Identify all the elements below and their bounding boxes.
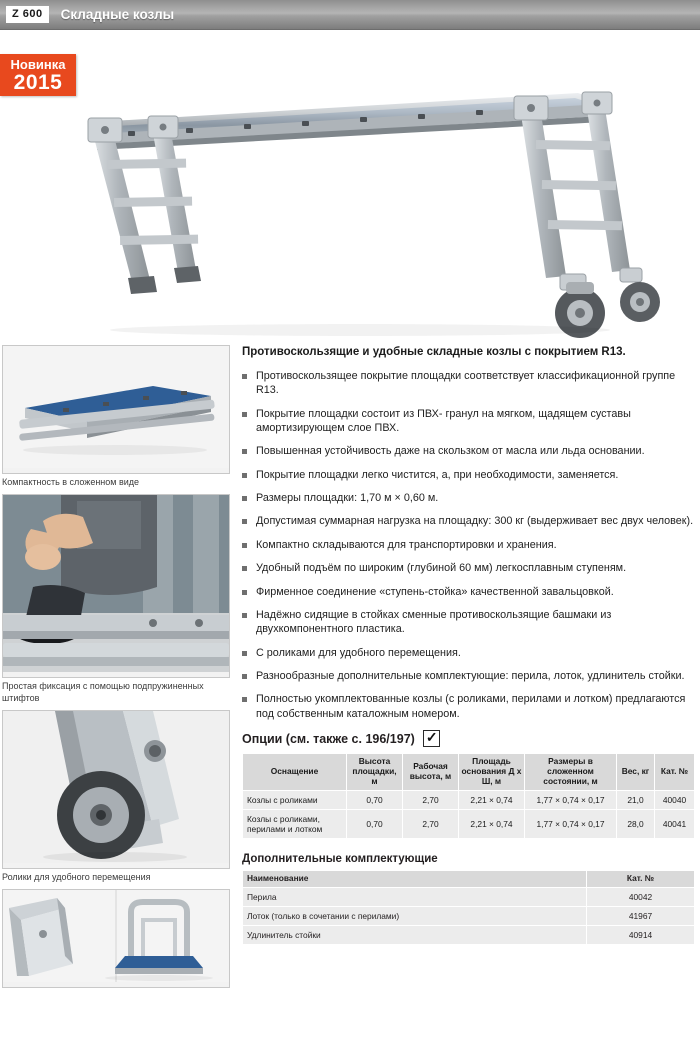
photo-caster-frame <box>2 710 230 869</box>
cell-accessory-name: Лоток (только в сочетании с перилами) <box>243 906 587 925</box>
table-row <box>243 790 695 809</box>
feature-list <box>242 369 694 721</box>
col-folded-size: Размеры в сложенном состоянии, м <box>525 754 617 791</box>
spring-pin-image <box>3 495 229 672</box>
photo-caption-fixation: Простая фиксация с помощью подпружиненных штифтов <box>2 681 204 703</box>
folded-platform-image <box>3 346 229 468</box>
specification-table <box>242 753 695 839</box>
col-accessory-name: Наименование <box>243 871 587 888</box>
photo-fixation-frame <box>2 494 230 678</box>
list-item: Фирменное соединение «ступень-стойка» качественной завальцовкой. <box>242 585 694 599</box>
cell-catalog-number: 40041 <box>655 809 695 838</box>
photo-accessories-frame <box>2 889 230 988</box>
table-row <box>243 887 695 906</box>
list-item: Размеры площадки: 1,70 м × 0,60 м. <box>242 491 694 505</box>
col-base-area: Площадь основания Д х Ш, м <box>459 754 525 791</box>
col-working-height: Рабочая высота, м <box>403 754 459 791</box>
col-platform-height: Высота площадки, м <box>347 754 403 791</box>
accessories-table <box>242 870 695 945</box>
list-item: Полностью укомплектованные козлы (с роликами, перилами и лотком) предлагаются под собственным каталожным номером. <box>242 692 694 721</box>
list-item: Допустимая суммарная нагрузка на площадку: 300 кг (выдерживает вес двух человек). <box>242 514 694 528</box>
cell-base-area: 2,21 × 0,74 <box>459 790 525 809</box>
options-heading-label: Опции (см. также с. 196/197) <box>242 731 415 746</box>
cell-catalog-number: 40040 <box>655 790 695 809</box>
cell-folded-size: 1,77 × 0,74 × 0,17 <box>525 790 617 809</box>
photo-column <box>2 345 230 994</box>
table-header-row <box>243 754 695 791</box>
col-weight: Вес, кг <box>617 754 655 791</box>
list-item: Повышенная устойчивость даже на скользком от масла или льда основании. <box>242 444 694 458</box>
cell-accessory-number: 41967 <box>587 906 695 925</box>
caster-wheel-rear <box>620 268 660 322</box>
list-item: Удобный подъём по широким (глубиной 60 мм) легкосплавным ступеням. <box>242 561 694 575</box>
col-accessory-catalog-number: Кат. № <box>587 871 695 888</box>
photo-block-caster <box>2 710 230 883</box>
product-code: Z 600 <box>6 6 49 23</box>
accessories-heading: Дополнительные комплектующие <box>242 853 438 865</box>
page-title: Складные козлы <box>60 7 175 22</box>
photo-block-fixation <box>2 494 230 704</box>
list-item: Противоскользящее покрытие площадки соответствует классификационной группе R13. <box>242 369 694 398</box>
cell-platform-height: 0,70 <box>347 790 403 809</box>
cell-working-height: 2,70 <box>403 790 459 809</box>
caster-closeup-image <box>3 711 229 863</box>
photo-caption-caster: Ролики для удобного перемещения <box>2 871 151 882</box>
cell-platform-height: 0,70 <box>347 809 403 838</box>
list-item: Покрытие площадки состоит из ПВХ- гранул на мягком, щадящем суставы амортизирующем слое ПВХ. <box>242 407 694 436</box>
list-item: С роликами для удобного перемещения. <box>242 646 694 660</box>
description-column <box>242 345 694 945</box>
novelty-badge <box>0 54 76 96</box>
options-heading <box>242 730 694 747</box>
badge-label: Новинка <box>10 57 66 72</box>
list-item: Разнообразные дополнительные комплектующие: перила, лоток, удлинитель стойки. <box>242 669 694 683</box>
hero-product-image <box>0 30 700 340</box>
cell-weight: 28,0 <box>617 809 655 838</box>
cell-weight: 21,0 <box>617 790 655 809</box>
badge-year: 2015 <box>13 70 63 94</box>
cell-accessory-name: Перила <box>243 887 587 906</box>
col-catalog-number: Кат. № <box>655 754 695 791</box>
cell-accessory-name: Удлинитель стойки <box>243 925 587 944</box>
folding-trestle-illustration <box>0 30 700 340</box>
photo-block-accessories <box>2 889 230 988</box>
page-header <box>0 0 700 30</box>
photo-block-folded <box>2 345 230 488</box>
lead-text: Противоскользящие и удобные складные козлы с покрытием R13. <box>242 346 626 358</box>
list-item: Надёжно сидящие в стойках сменные противоскользящие башмаки из двухкомпонентного пластика. <box>242 608 694 637</box>
checkmark-icon <box>423 730 440 747</box>
table-row <box>243 809 695 838</box>
photo-caption-folded: Компактность в сложенном виде <box>2 477 140 487</box>
list-item: Компактно складываются для транспортировки и хранения. <box>242 538 694 552</box>
cell-working-height: 2,70 <box>403 809 459 838</box>
cell-base-area: 2,21 × 0,74 <box>459 809 525 838</box>
table-row <box>243 925 695 944</box>
table-header-row <box>243 871 695 888</box>
cell-equipment: Козлы с роликами <box>243 790 347 809</box>
photo-folded-frame <box>2 345 230 474</box>
list-item: Покрытие площадки легко чистится, а, при необходимости, заменяется. <box>242 468 694 482</box>
cell-accessory-number: 40914 <box>587 925 695 944</box>
accessories-image <box>3 890 229 982</box>
cell-accessory-number: 40042 <box>587 887 695 906</box>
cell-folded-size: 1,77 × 0,74 × 0,17 <box>525 809 617 838</box>
table-row <box>243 906 695 925</box>
cell-equipment: Козлы с роликами, перилами и лотком <box>243 809 347 838</box>
col-equipment: Оснащение <box>243 754 347 791</box>
